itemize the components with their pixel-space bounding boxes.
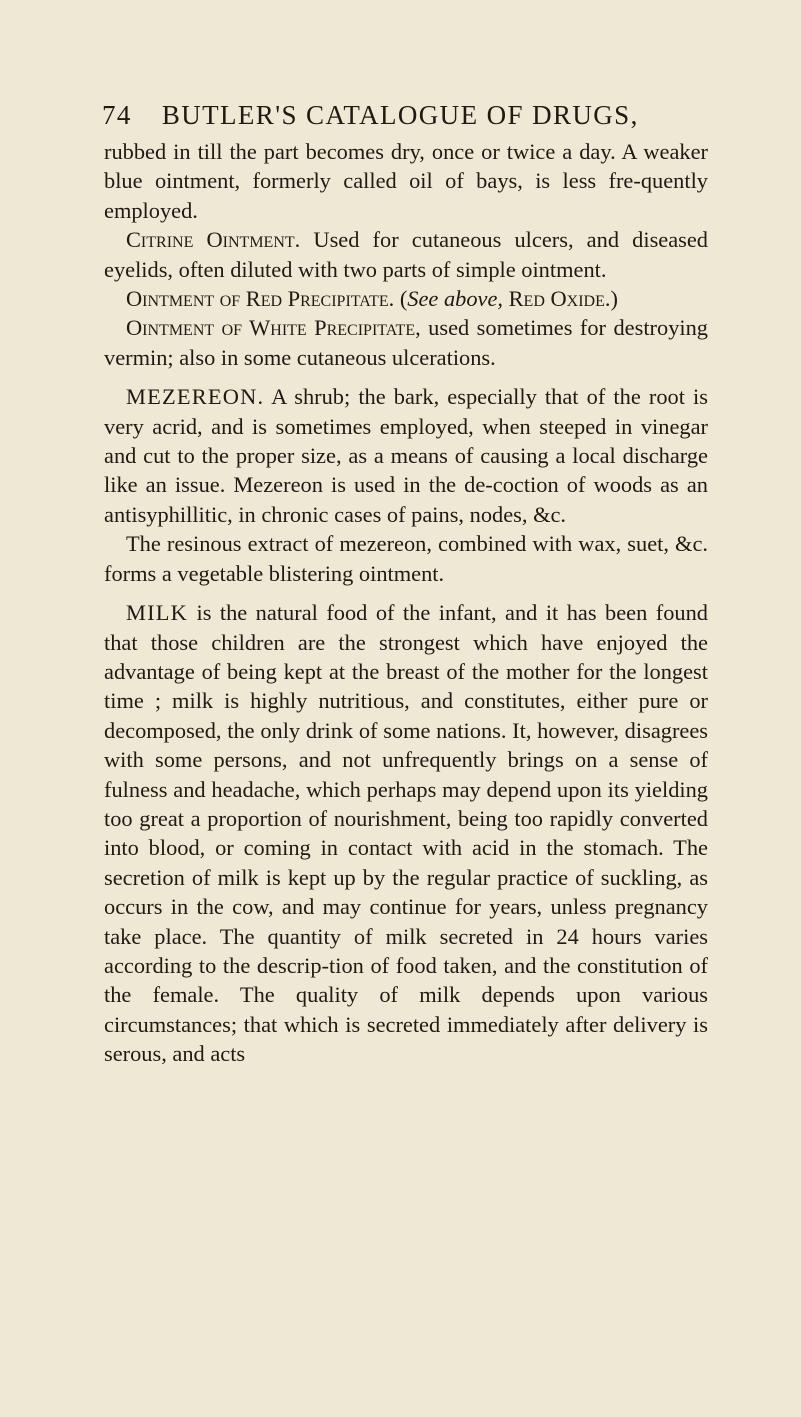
entry-text: is the natural food of the infant, and it has been found that those children are the strongest which have enjoyed the advantage of being kept at the breast of the mother for the longest time ; milk is highly nutritious, and constitutes, either pure or decomposed, the only drink of some nations. It, however, disagrees with some persons, and not unfrequently brings on a sense of fulness and headache, which perhaps may depend upon its yielding too great a proportion of nourishment, being too rapidly converted into blood, or coming in contact with acid in the stomach. The secretion of milk is kept up by the regular practice of suckling, as occurs in the cow, and may continue for years, unless pregnancy take place. The quantity of milk secreted in 24 hours varies according to the descrip-tion of food taken, and the constitution of the female. The quality of milk depends upon various circumstances; that which is secreted immediately after delivery is serous, and acts: [104, 600, 708, 1067]
entry-heading: MILK: [126, 600, 189, 626]
entry-heading: Ointment of Red Precipitate.: [126, 286, 395, 312]
paragraph-mezereon-extract: [104, 529, 708, 588]
page-body: [104, 137, 708, 1069]
running-header: [102, 100, 702, 131]
entry-text: A shrub; the bark, especially that of the root is very acrid, and is sometimes employed, when steeped in vinegar and cut to the proper size, as a means of causing a local discharge like an issue. Mezereon is used in the de-coction of woods as an antisyphillitic, in chronic cases of pains, nodes, &c.: [104, 384, 708, 527]
entry-heading: Ointment of White Precipitate,: [126, 315, 421, 341]
running-title: BUTLER'S CATALOGUE OF DRUGS,: [161, 100, 639, 130]
paragraph-text: The resinous extract of mezereon, combined with wax, suet, &c. forms a vegetable blistering ointment.: [104, 531, 708, 586]
entry-text: Used for cutaneous ulcers, and diseased eyelids, often diluted with two parts of simple ointment.: [104, 227, 709, 282]
paragraph-text: rubbed in till the part becomes dry, once or twice a day. A weaker blue ointment, formerly called oil of bays, is less fre-quently employed.: [104, 139, 708, 223]
paragraph-continuation: [104, 137, 708, 225]
page-number: 74: [102, 100, 132, 130]
paren-open: (: [394, 286, 408, 312]
entry-citrine-ointment: [104, 225, 708, 284]
entry-white-precipitate: [104, 313, 708, 372]
entry-milk: [104, 598, 708, 1069]
entry-text: used sometimes for destroying vermin; also in some cutaneous ulcerations.: [104, 315, 708, 370]
entry-heading: MEZEREON.: [126, 384, 265, 410]
cross-reference-target: Red Oxide.: [503, 286, 611, 312]
entry-mezereon: [104, 382, 708, 529]
entry-heading: Citrine Ointment.: [126, 227, 301, 253]
paren-close: ): [610, 286, 618, 312]
cross-reference-see: See above,: [407, 286, 504, 312]
entry-red-precipitate: [104, 284, 708, 313]
